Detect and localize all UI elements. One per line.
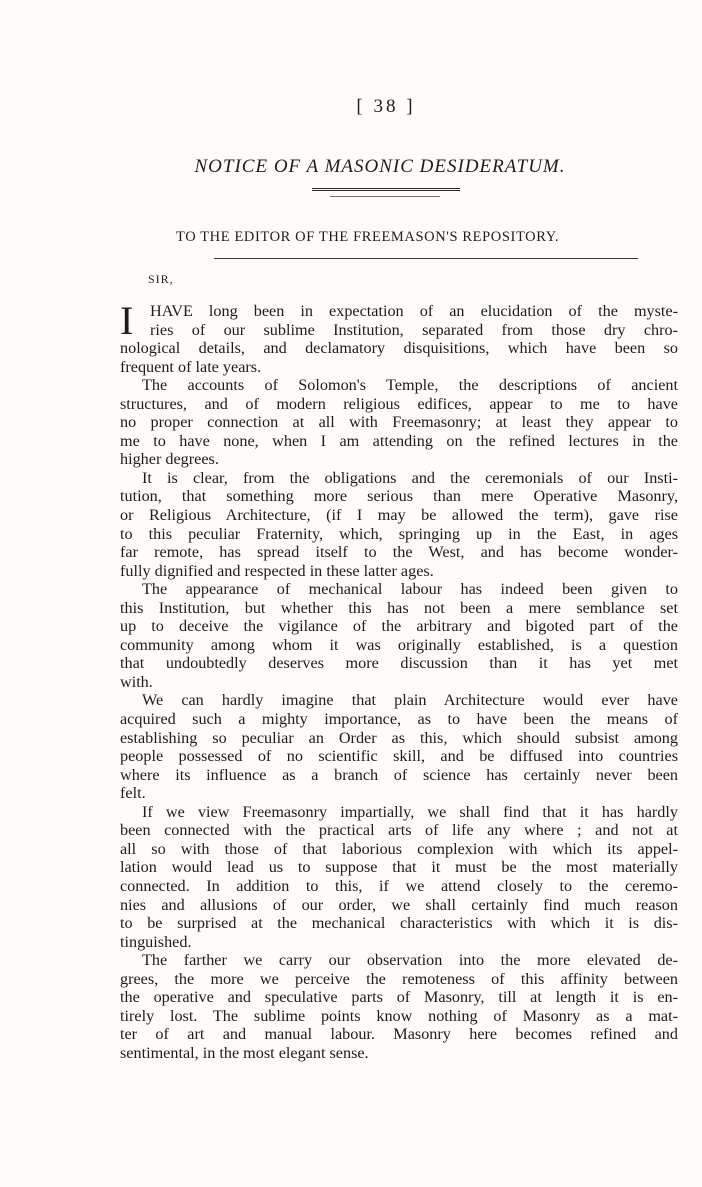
text-line: all so with those of that laborious complexion with which its appel- [120,839,678,858]
text-line: structures, and of modern religious edifices, appear to me to have [120,394,678,413]
title-rule-thin [330,196,440,197]
article-title: NOTICE OF A MASONIC DESIDERATUM. [194,156,566,177]
text-line: where its influence as a branch of science has certainly never been [120,765,678,784]
text-line: or Religious Architecture, (if I may be allowed the term), gave rise [120,506,678,525]
text-line: HAVE long been in expectation of an elucidation of the myste- [150,302,678,320]
text-line: fully dignified and respected in these latter ages. [120,561,434,580]
address-rule [214,258,638,259]
text-line: to this peculiar Fraternity, which, springing up in the East, in ages [120,524,678,543]
title-rule [312,188,460,191]
text-line: acquired such a mighty importance, as to have been the means of [120,710,678,729]
text-line: frequent of late years. [120,357,262,376]
text-line: If we view Freemasonry impartially, we shall find that it has hardly [142,802,678,821]
text-line: establishing so peculiar an Order as this, which should subsist among [120,728,678,747]
text-line: up to deceive the vigilance of the arbitrary and bigoted part of the [120,617,678,636]
text-line: higher degrees. [120,450,219,469]
text-line: people possessed of no scientific skill, and be diffused into countries [120,747,678,766]
page-number: [ 38 ] [356,96,416,117]
text-line: We can hardly imagine that plain Architecture would ever have [142,691,678,710]
text-line: that undoubtedly deserves more discussion than it has yet met [120,654,678,673]
salutation: SIR, [148,272,174,286]
text-line: grees, the more we perceive the remoteness of this affinity between [120,969,678,988]
text-line: sentimental, in the most elegant sense. [120,1043,369,1062]
text-line: no proper connection at all with Freemasonry; at least they appear to [120,413,678,432]
text-line: It is clear, from the obligations and the ceremonials of our Insti- [142,468,678,487]
text-line: this Institution, but whether this has not been a mere semblance set [120,598,678,617]
text-line: tution, that something more serious than mere Operative Masonry, [120,487,678,506]
text-line: the operative and speculative parts of Masonry, till at length it is en- [120,988,678,1007]
text-line: The accounts of Solomon's Temple, the descriptions of ancient [142,376,678,395]
address-line: TO THE EDITOR OF THE FREEMASON'S REPOSITORY. [176,229,560,245]
text-line: ter of art and manual labour. Masonry here becomes refined and [120,1025,678,1044]
text-line: nies and allusions of our order, we shall certainly find much reason [120,895,678,914]
article-body [120,298,678,1062]
text-line: The farther we carry our observation into the more elevated de- [142,951,678,970]
text-line: to be surprised at the mechanical characteristics with which it is dis- [120,914,678,933]
text-line: me to have none, when I am attending on the refined lectures in the [120,431,678,450]
text-line: far remote, has spread itself to the West, and has become wonder- [120,543,678,562]
text-line: been connected with the practical arts of life any where ; and not at [120,821,678,840]
text-line: with. [120,672,153,691]
text-line: tinguished. [120,932,192,951]
text-line: ries of our sublime Institution, separated from those dry chro- [150,320,678,339]
drop-cap: I [120,298,134,343]
text-line: lation would lead us to suppose that it must be the most materially [120,858,678,877]
text-line: connected. In addition to this, if we attend closely to the ceremo- [120,876,678,895]
text-line: The appearance of mechanical labour has indeed been given to [142,580,678,599]
text-line: community among whom it was originally established, is a question [120,635,678,654]
text-line: nological details, and declamatory disquisitions, which have been so [120,339,678,358]
text-line: tirely lost. The sublime points know nothing of Masonry as a mat- [120,1006,678,1025]
text-line: felt. [120,784,146,803]
